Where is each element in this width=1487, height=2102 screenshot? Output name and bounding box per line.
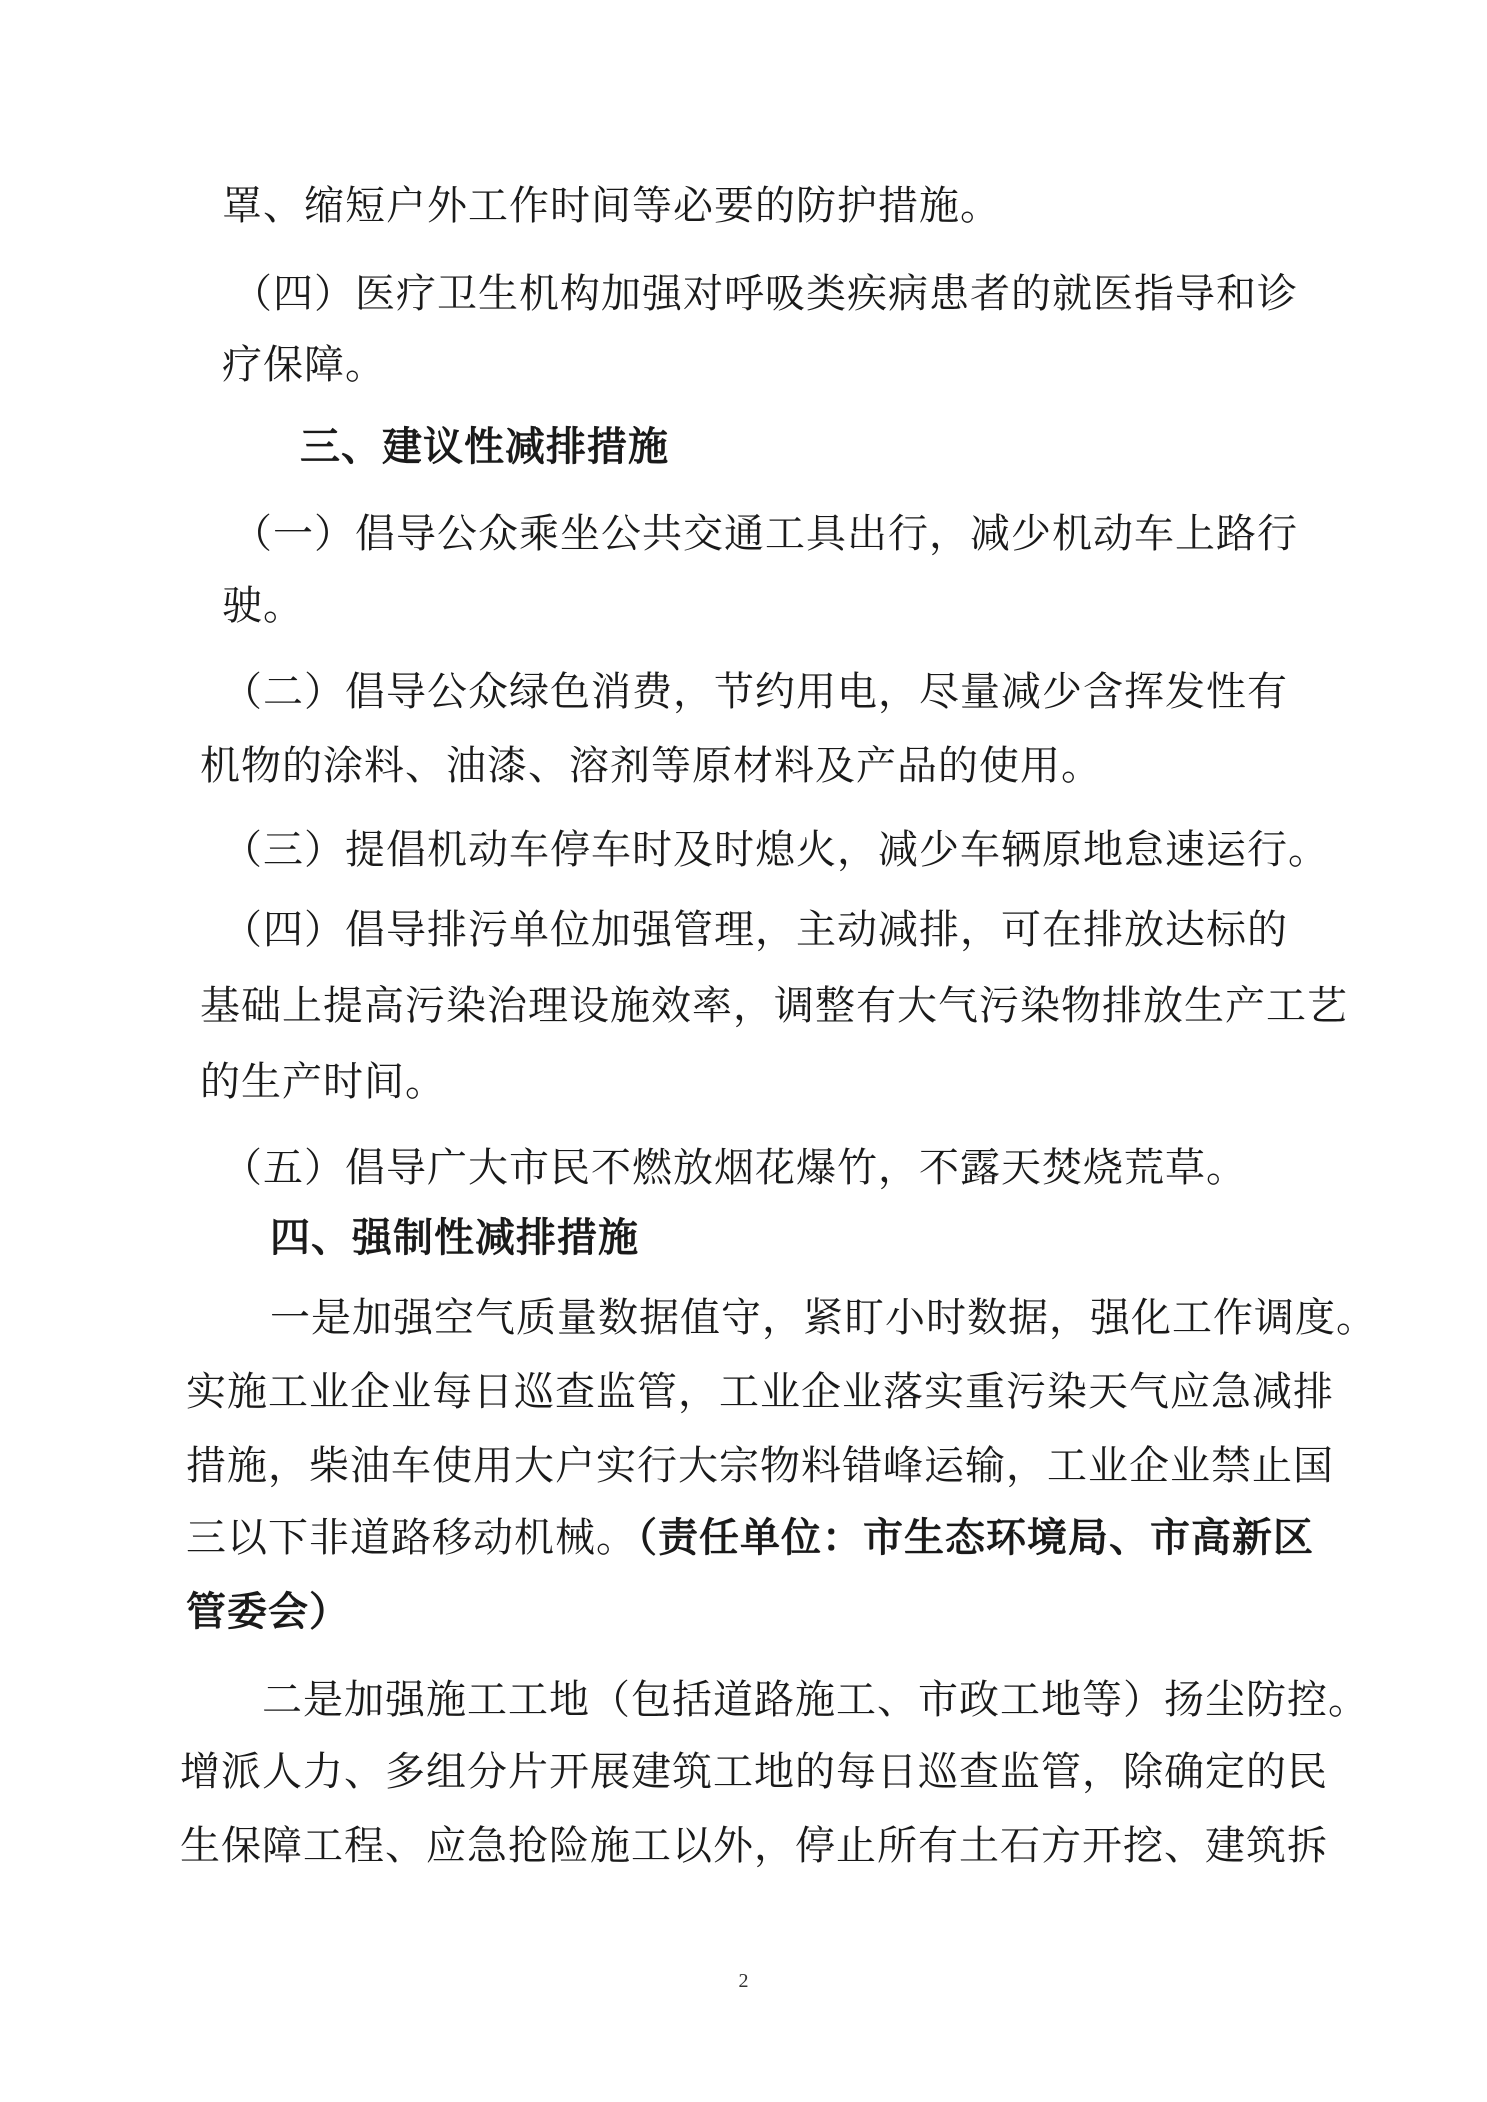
body-text: 三以下非道路移动机械。: [186, 1515, 637, 1561]
body-line: （一）倡导公众乘坐公共交通工具出行，减少机动车上路行: [232, 511, 1298, 557]
body-line: （二）倡导公众绿色消费，节约用电，尽量减少含挥发性有: [222, 669, 1288, 715]
responsible-unit-text: （责任单位：市生态环境局、市高新区: [637, 1515, 1314, 1561]
body-line: （五）倡导广大市民不燃放烟花爆竹，不露天焚烧荒草。: [222, 1145, 1247, 1191]
body-line: 疗保障。: [222, 342, 386, 388]
body-line: （四）倡导排污单位加强管理，主动减排，可在排放达标的: [222, 907, 1288, 953]
body-line-with-responsible-unit: [186, 1515, 1314, 1561]
body-line: 实施工业企业每日巡查监管，工业企业落实重污染天气应急减排: [186, 1369, 1334, 1415]
body-line: 机物的涂料、油漆、溶剂等原材料及产品的使用。: [200, 743, 1102, 789]
page-number: 2: [738, 1970, 749, 1992]
body-line: 生保障工程、应急抢险施工以外，停止所有土石方开挖、建筑拆: [180, 1823, 1328, 1869]
body-line: 罩、缩短户外工作时间等必要的防护措施。: [222, 183, 1001, 229]
responsible-unit-continued: 管委会）: [186, 1589, 350, 1635]
body-line: 增派人力、多组分片开展建筑工地的每日巡查监管，除确定的民: [180, 1749, 1328, 1795]
body-line: 驶。: [222, 583, 304, 629]
section-heading-four: 四、强制性减排措施: [270, 1215, 639, 1261]
body-line: 一是加强空气质量数据值守，紧盯小时数据，强化工作调度。: [270, 1295, 1377, 1341]
body-line: 基础上提高污染治理设施效率，调整有大气污染物排放生产工艺: [200, 983, 1348, 1029]
body-line: 二是加强施工工地（包括道路施工、市政工地等）扬尘防控。: [262, 1677, 1369, 1723]
body-line: 措施，柴油车使用大户实行大宗物料错峰运输，工业企业禁止国: [186, 1443, 1334, 1489]
section-heading-three: 三、建议性减排措施: [300, 424, 669, 470]
body-line: （三）提倡机动车停车时及时熄火，减少车辆原地怠速运行。: [222, 827, 1329, 873]
body-line: 的生产时间。: [200, 1059, 446, 1105]
body-line: （四）医疗卫生机构加强对呼吸类疾病患者的就医指导和诊: [232, 271, 1298, 317]
